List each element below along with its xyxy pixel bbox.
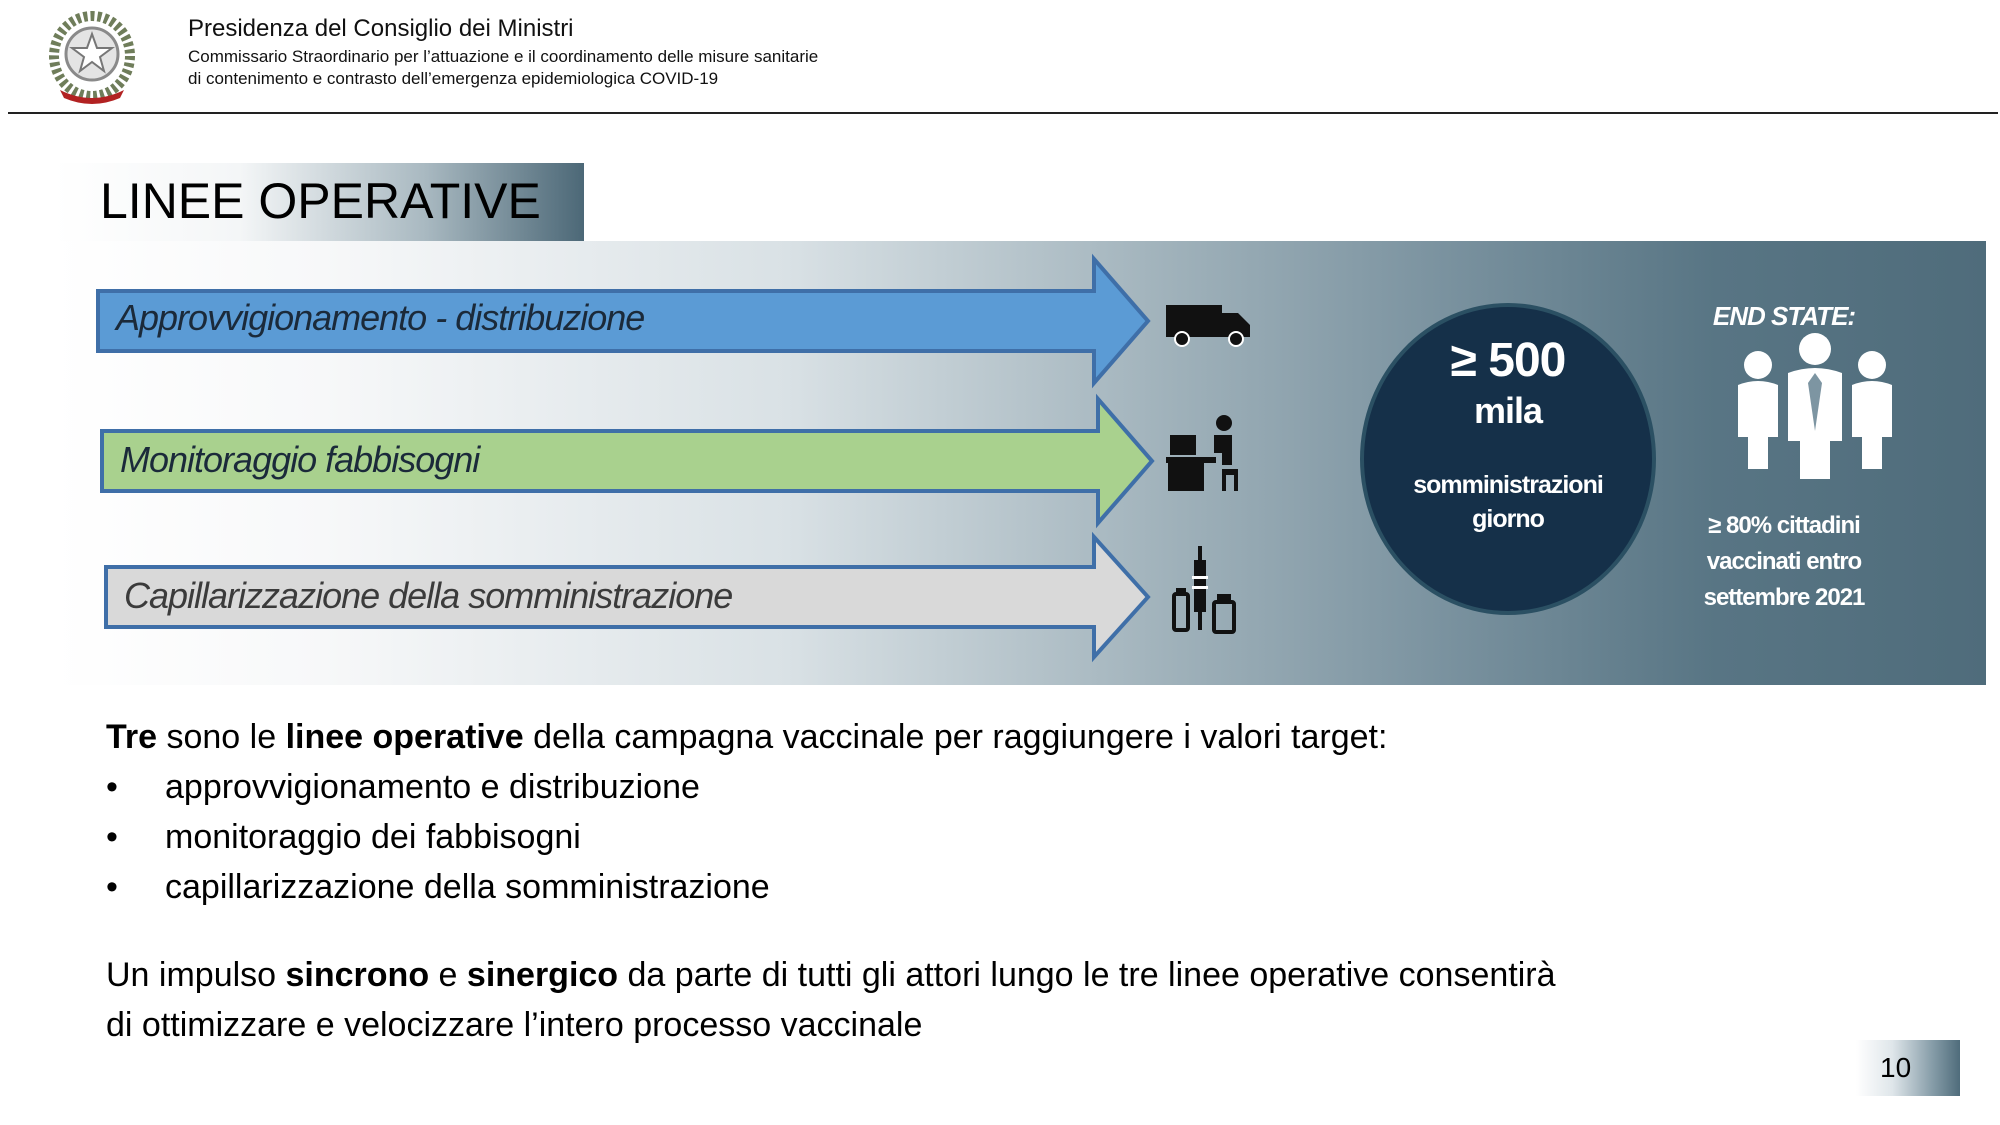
intro-bold-2: linee operative: [285, 718, 524, 756]
intro-text: [106, 716, 1387, 758]
target-value: ≥ 500: [1450, 334, 1566, 387]
end-state-title: END STATE:: [1712, 301, 1856, 331]
para-bold-1: sincrono: [285, 956, 430, 994]
para-bold-2: sinergico: [466, 956, 619, 994]
intro-text-2: della campagna vaccinale per raggiungere i valori target:: [523, 718, 1388, 756]
para-text-2: e: [429, 956, 467, 994]
people-group-icon: [1730, 333, 1900, 481]
intro-bold-1: Tre: [106, 718, 158, 756]
arrow-label-distribution: Capillarizzazione della somministrazione: [124, 575, 733, 616]
target-circle: [1360, 303, 1656, 615]
page-number: 10: [1880, 1052, 1912, 1083]
para-text-1: Un impulso: [106, 956, 286, 994]
arrow-label-monitoring: Monitoraggio fabbisogni: [120, 439, 480, 480]
para-text-3: da parte di tutti gli attori lungo le tre linee operative consentirà: [618, 956, 1556, 994]
truck-icon: [1164, 299, 1254, 349]
closing-paragraph-line2: di ottimizzare e velocizzare l’intero processo vaccinale: [106, 1006, 923, 1044]
target-unit: mila: [1473, 390, 1543, 431]
intro-text-1: sono le: [157, 718, 286, 756]
end-state-line2: vaccinati entro: [1706, 548, 1862, 575]
vaccine-vials-icon: [1172, 546, 1238, 634]
header-subtitle-line1: Commissario Straordinario per l’attuazione e il coordinamento delle misure sanitarie: [188, 47, 819, 66]
bullet-symbol: •: [106, 818, 118, 856]
target-description-line1: somministrazioni: [1413, 471, 1603, 499]
bullet-symbol: •: [106, 768, 118, 806]
operational-lines-banner: [54, 241, 1986, 685]
bullet-symbol: •: [106, 868, 118, 906]
bullet-item-procurement: approvvigionamento e distribuzione: [165, 768, 700, 806]
bullet-item-monitoring: monitoraggio dei fabbisogni: [165, 818, 581, 856]
header-subtitle-line2: di contenimento e contrasto dell’emergenza epidemiologica COVID-19: [188, 69, 719, 88]
target-description-line2: giorno: [1472, 505, 1544, 533]
end-state-line1: ≥ 80% cittadini: [1708, 512, 1860, 539]
header-divider: [8, 112, 1998, 114]
end-state-line3: settembre 2021: [1703, 584, 1865, 611]
italian-republic-emblem-icon: [46, 8, 138, 108]
header-title: Presidenza del Consiglio dei Ministri: [188, 15, 574, 42]
arrow-label-procurement: Approvvigionamento - distribuzione: [116, 297, 645, 338]
bullet-item-distribution: capillarizzazione della somministrazione: [165, 868, 770, 906]
section-title: LINEE OPERATIVE: [100, 173, 541, 229]
closing-paragraph-line1: [106, 954, 1556, 996]
desk-worker-icon: [1166, 413, 1246, 495]
